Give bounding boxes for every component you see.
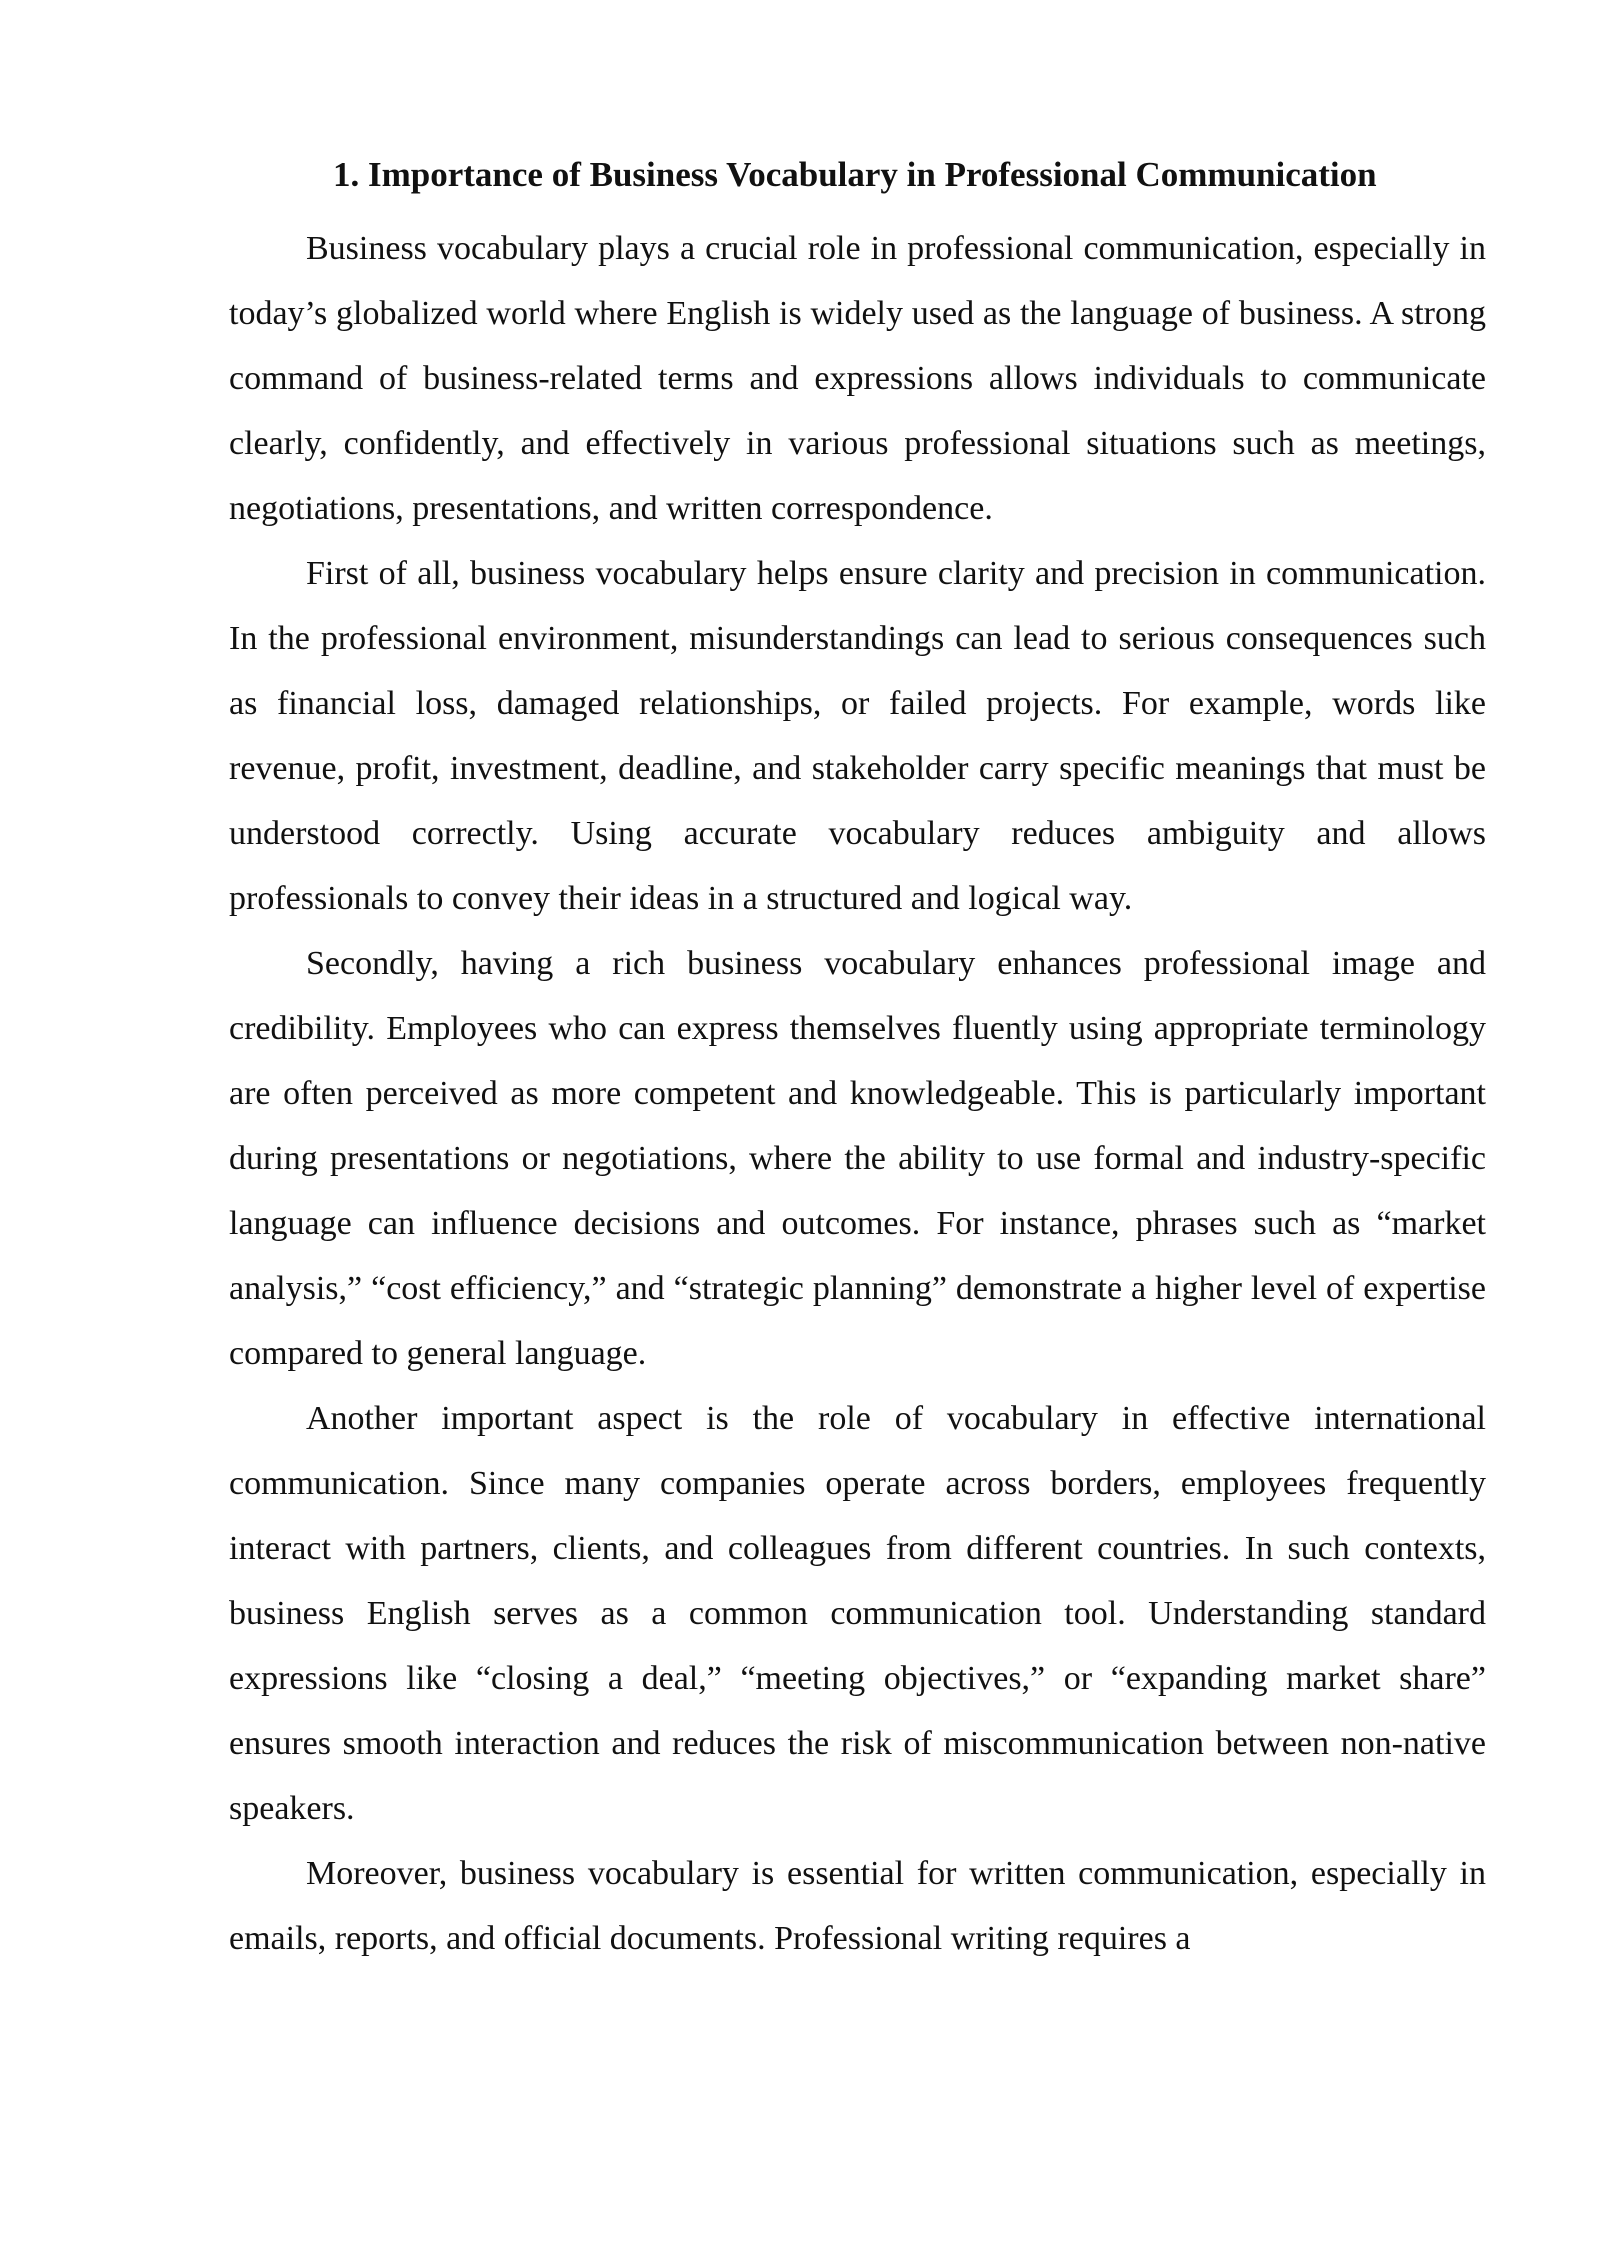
paragraph-written-communication: Moreover, business vocabulary is essential for written communication, especially in emails, reports, and official documents. Professional writing requires a: [229, 1855, 1486, 1957]
paragraph-credibility: Secondly, having a rich business vocabulary enhances professional image and credibility. Employees who can express themselves fluently using appropriate terminology are often perceived as more competent and knowledgeable. This is particularly important during presentations or negotiations, where the ability to use formal and industry-specific language can influence decisions and outcomes. For instance, phrases such as “market analysis,” “cost efficiency,” and “strategic planning” demonstrate a higher level of expertise compared to general language.: [229, 945, 1486, 1372]
paragraph-clarity: First of all, business vocabulary helps ensure clarity and precision in communication. In the professional environment, misunderstandings can lead to serious consequences such as financial loss, damaged relationships, or failed projects. For example, words like revenue, profit, investment, deadline, and stakeholder carry specific meanings that must be understood correctly. Using accurate vocabulary reduces ambiguity and allows professionals to convey their ideas in a structured and logical way.: [229, 555, 1486, 917]
paragraph-international: Another important aspect is the role of vocabulary in effective international communication. Since many companies operate across borders, employees frequently interact with partners, clients, and colleagues from different countries. In such contexts, business English serves as a common communication tool. Understanding standard expressions like “closing a deal,” “meeting objectives,” or “expanding market share” ensures smooth interaction and reduces the risk of miscommunication between non-native speakers.: [229, 1400, 1486, 1827]
document-body: [229, 148, 1486, 1971]
paragraph-introduction: Business vocabulary plays a crucial role in professional communication, especially in today’s globalized world where English is widely used as the language of business. A strong command of business-related terms and expressions allows individuals to communicate clearly, confidently, and effectively in various professional situations such as meetings, negotiations, presentations, and written correspondence.: [229, 230, 1486, 527]
section-heading: 1. Importance of Business Vocabulary in Professional Communication: [333, 155, 1377, 194]
